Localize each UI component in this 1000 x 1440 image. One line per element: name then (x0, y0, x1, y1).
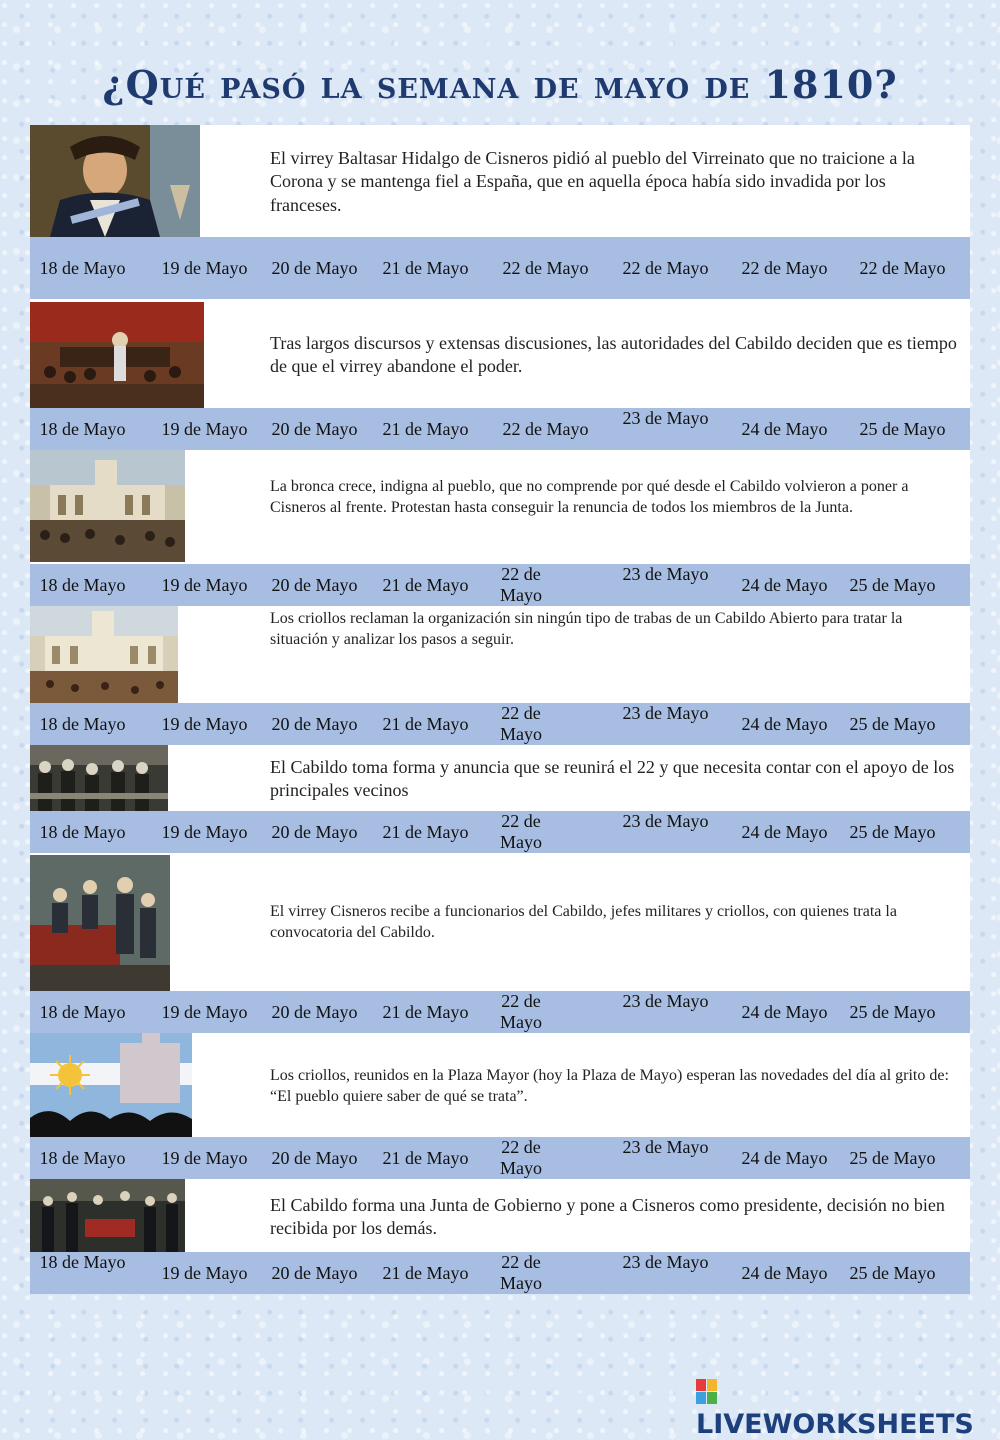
date-options-8 (30, 1252, 970, 1294)
cabildo-abierto-image (30, 606, 178, 703)
date-option[interactable]: 20 de Mayo (271, 419, 358, 439)
date-option[interactable]: 24 de Mayo (741, 1263, 828, 1283)
portrait-image (30, 125, 200, 237)
date-option[interactable]: 22 de Mayo (500, 703, 542, 744)
date-option[interactable]: 25 de Mayo (849, 822, 936, 842)
date-option[interactable]: 19 de Mayo (161, 575, 248, 595)
date-option[interactable]: 24 de Mayo (741, 1148, 828, 1168)
junta-gobierno-image (30, 1179, 185, 1252)
date-option[interactable]: 22 de Mayo (502, 419, 589, 439)
event-card-1 (30, 125, 970, 237)
date-option[interactable]: 18 de Mayo (39, 258, 126, 278)
event-description: Tras largos discursos y extensas discusiones, las autoridades del Cabildo deciden que es tiempo de que el virrey abandone el poder. (270, 333, 957, 377)
event-card-8 (30, 1179, 970, 1252)
date-option[interactable]: 25 de Mayo (849, 575, 936, 595)
date-option[interactable]: 18 de Mayo (39, 1148, 126, 1168)
date-option[interactable]: 18 de Mayo (39, 822, 126, 842)
date-option[interactable]: 24 de Mayo (741, 822, 828, 842)
date-option[interactable]: 22 de Mayo (500, 1137, 542, 1178)
date-option[interactable]: 21 de Mayo (382, 258, 469, 278)
date-option[interactable]: 19 de Mayo (161, 258, 248, 278)
date-option[interactable]: 19 de Mayo (161, 822, 248, 842)
date-option[interactable]: 18 de Mayo (39, 1002, 126, 1022)
date-option[interactable]: 19 de Mayo (161, 1148, 248, 1168)
date-option[interactable]: 24 de Mayo (741, 1002, 828, 1022)
date-option[interactable]: 20 de Mayo (271, 822, 358, 842)
date-option[interactable]: 22 de Mayo (500, 991, 542, 1032)
date-option[interactable]: 21 de Mayo (382, 1263, 469, 1283)
date-options-1 (30, 237, 970, 299)
date-option[interactable]: 25 de Mayo (849, 1263, 936, 1283)
date-option[interactable]: 23 de Mayo (622, 408, 709, 428)
event-description: Los criollos, reunidos en la Plaza Mayor (hoy la Plaza de Mayo) esperan las novedades del día al grito de: “El pueblo quiere saber de qué se trata”. (270, 1067, 949, 1105)
date-option[interactable]: 23 de Mayo (622, 703, 709, 723)
date-option[interactable]: 23 de Mayo (622, 991, 709, 1011)
date-option[interactable]: 22 de Mayo (622, 258, 709, 278)
cisneros-meeting-image (30, 855, 170, 991)
date-option[interactable]: 21 de Mayo (382, 419, 469, 439)
event-description: El virrey Cisneros recibe a funcionarios del Cabildo, jefes militares y criollos, con quienes trata la convocatoria del Cabildo. (270, 903, 897, 941)
date-option[interactable]: 23 de Mayo (622, 564, 709, 584)
date-option[interactable]: 18 de Mayo (39, 575, 126, 595)
date-options-5 (30, 811, 970, 853)
date-option[interactable]: 22 de Mayo (502, 258, 589, 278)
date-option[interactable]: 19 de Mayo (161, 419, 248, 439)
event-description: La bronca crece, indigna al pueblo, que no comprende por qué desde el Cabildo volvieron a poner a Cisneros al frente. Protestan hasta conseguir la renuncia de todos los miembros de la Junta. (270, 478, 909, 516)
date-option[interactable]: 22 de Mayo (500, 1252, 542, 1293)
event-card-2 (30, 299, 970, 408)
logo-text: LIVEWORKSHEETS (696, 1409, 974, 1440)
event-card-4 (30, 606, 970, 703)
event-description: El Cabildo toma forma y anuncia que se reunirá el 22 y que necesita contar con el apoyo de los principales vecinos (270, 757, 955, 801)
date-option[interactable]: 21 de Mayo (382, 1002, 469, 1022)
page-title: ¿Qué pasó la semana de mayo de 1810? (102, 62, 898, 107)
date-options-7 (30, 1137, 970, 1179)
date-options-4 (30, 703, 970, 745)
date-option[interactable]: 21 de Mayo (382, 714, 469, 734)
date-option[interactable]: 23 de Mayo (622, 1252, 709, 1272)
date-option[interactable]: 20 de Mayo (271, 1002, 358, 1022)
liveworksheets-logo (696, 1378, 996, 1440)
date-option[interactable]: 22 de Mayo (859, 258, 946, 278)
date-options-2 (30, 408, 970, 450)
cabildo-meeting-image (30, 302, 204, 408)
event-description: Los criollos reclaman la organización sin ningún tipo de trabas de un Cabildo Abierto para tratar la situación y analizar los pasos a seguir. (270, 610, 903, 648)
date-option[interactable]: 19 de Mayo (161, 1263, 248, 1283)
event-card-7 (30, 1033, 970, 1137)
date-option[interactable]: 23 de Mayo (622, 811, 709, 831)
date-option[interactable]: 18 de Mayo (39, 419, 126, 439)
event-card-3 (30, 450, 970, 564)
date-option[interactable]: 23 de Mayo (622, 1137, 709, 1157)
vecinos-meeting-image (30, 745, 168, 811)
date-option[interactable]: 24 de Mayo (741, 419, 828, 439)
cabildo-plaza-image (30, 450, 185, 562)
date-option[interactable]: 18 de Mayo (39, 1252, 126, 1272)
date-option[interactable]: 21 de Mayo (382, 822, 469, 842)
date-option[interactable]: 20 de Mayo (271, 575, 358, 595)
event-description: El virrey Baltasar Hidalgo de Cisneros pidió al pueblo del Virreinato que no traicione a la Corona y se mantenga fiel a España, que en aquella época había sido invadida por los franceses. (270, 148, 915, 215)
date-option[interactable]: 21 de Mayo (382, 1148, 469, 1168)
plaza-mayor-flag-image (30, 1033, 192, 1137)
date-option[interactable]: 24 de Mayo (741, 575, 828, 595)
date-option[interactable]: 21 de Mayo (382, 575, 469, 595)
logo-icon (696, 1379, 718, 1405)
date-option[interactable]: 25 de Mayo (849, 1002, 936, 1022)
event-card-6 (30, 853, 970, 991)
date-option[interactable]: 25 de Mayo (849, 714, 936, 734)
date-option[interactable]: 20 de Mayo (271, 714, 358, 734)
date-option[interactable]: 22 de Mayo (500, 564, 542, 605)
date-option[interactable]: 20 de Mayo (271, 258, 358, 278)
date-option[interactable]: 19 de Mayo (161, 714, 248, 734)
date-option[interactable]: 22 de Mayo (500, 811, 542, 852)
date-options-3 (30, 564, 970, 606)
date-options-6 (30, 991, 970, 1033)
date-option[interactable]: 19 de Mayo (161, 1002, 248, 1022)
date-option[interactable]: 20 de Mayo (271, 1148, 358, 1168)
date-option[interactable]: 25 de Mayo (859, 419, 946, 439)
date-option[interactable]: 22 de Mayo (741, 258, 828, 278)
event-description: El Cabildo forma una Junta de Gobierno y pone a Cisneros como presidente, decisión no bien recibida por los demás. (270, 1195, 945, 1239)
event-card-5 (30, 745, 970, 811)
date-option[interactable]: 18 de Mayo (39, 714, 126, 734)
date-option[interactable]: 20 de Mayo (271, 1263, 358, 1283)
date-option[interactable]: 24 de Mayo (741, 714, 828, 734)
date-option[interactable]: 25 de Mayo (849, 1148, 936, 1168)
